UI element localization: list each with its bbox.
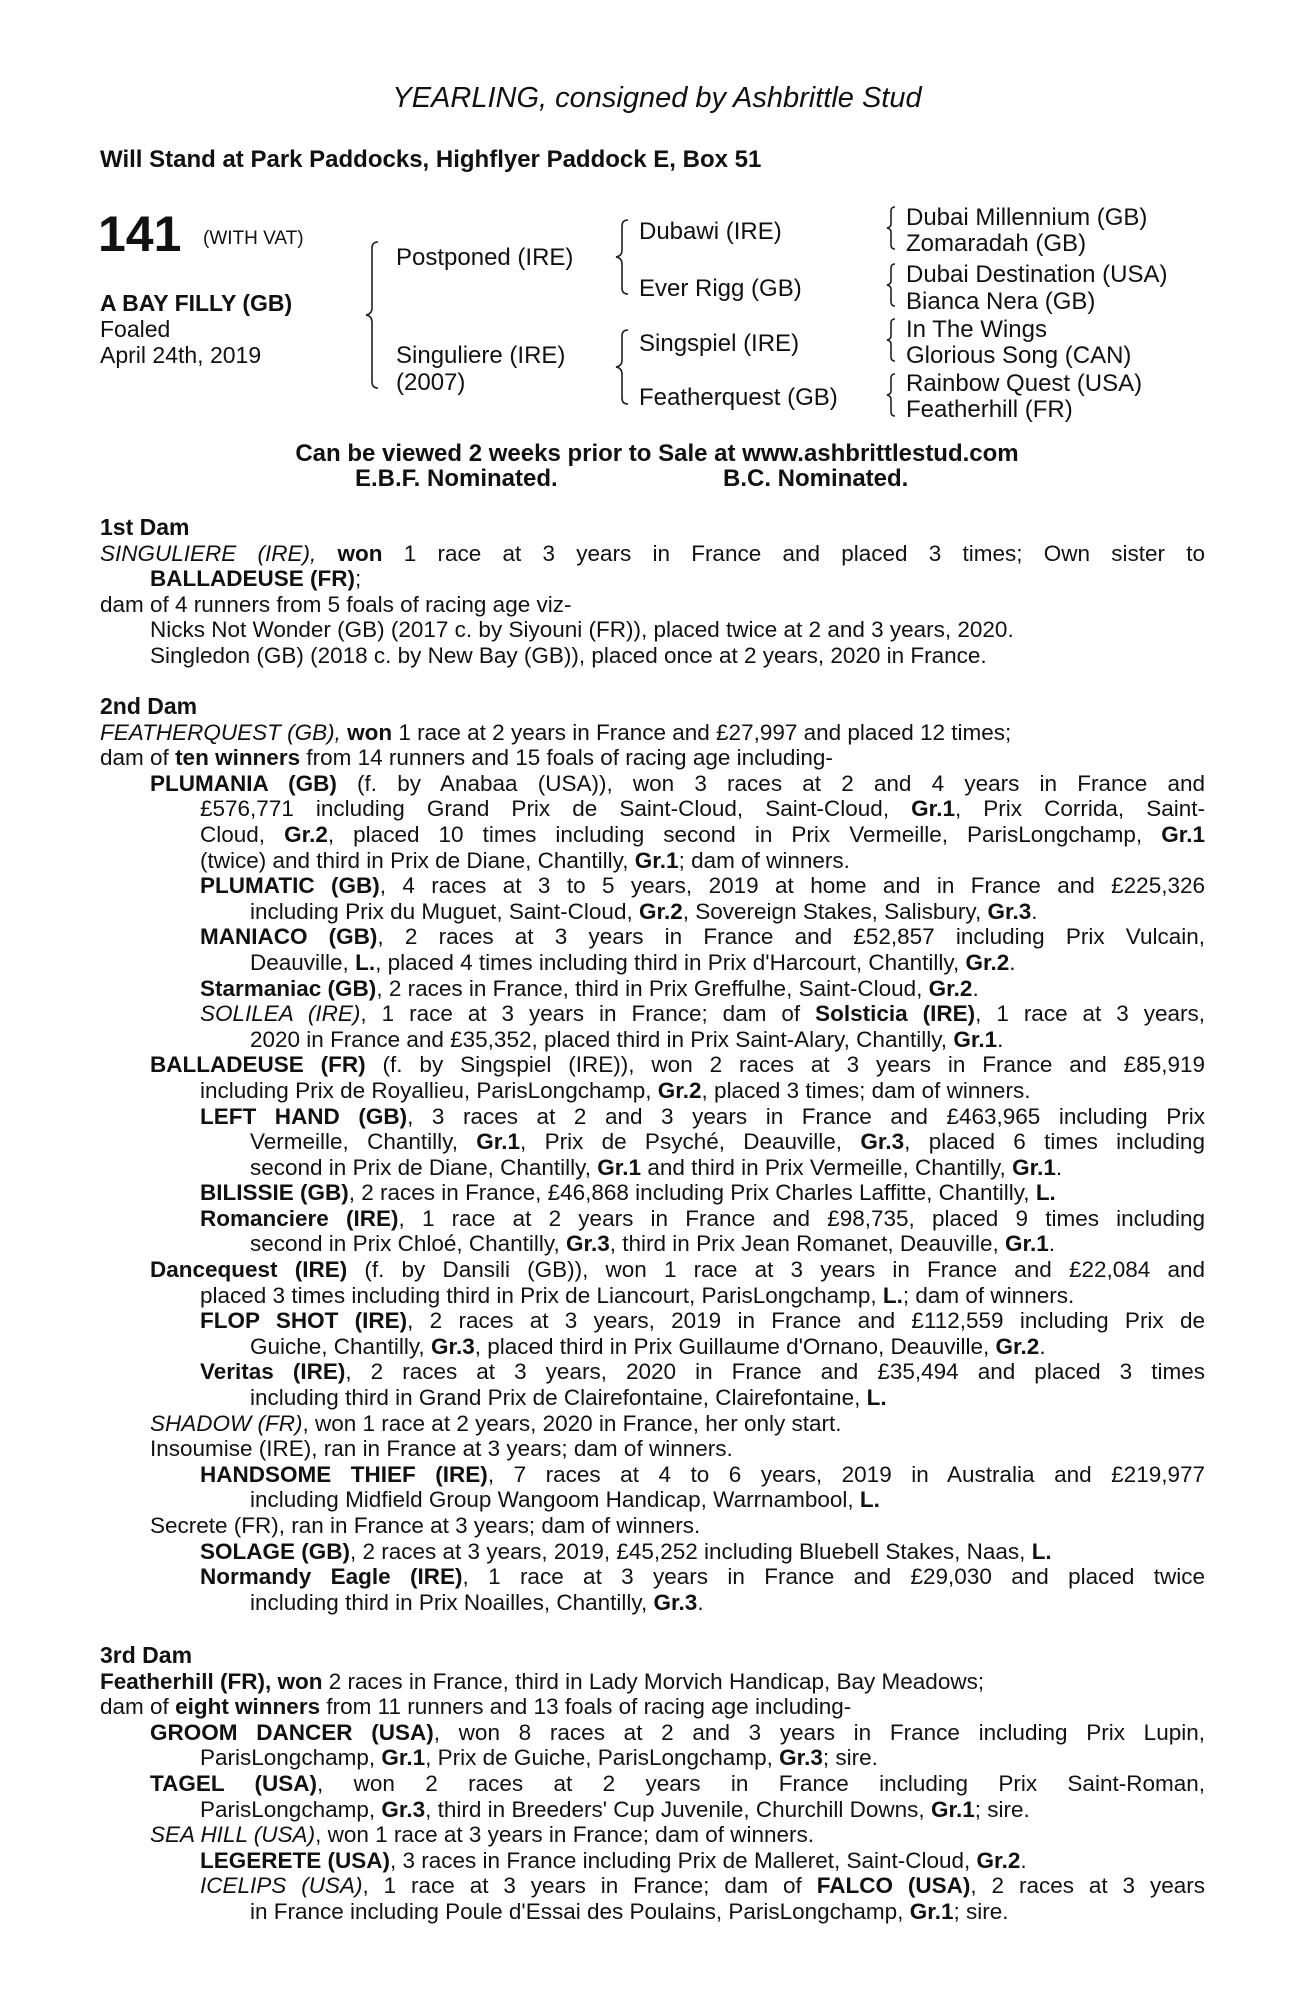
bracket-g1 bbox=[886, 205, 902, 251]
dam2-line: Secrete (FR), ran in France at 3 years; dam of winners. bbox=[150, 1513, 701, 1538]
dam2-line: (twice) and third in Prix de Diane, Chantilly, Gr.1; dam of winners. bbox=[200, 847, 850, 873]
bc-nominated: B.C. Nominated. bbox=[723, 465, 909, 492]
dam2-line: including Prix du Muguet, Saint-Cloud, Gr.2, Sovereign Stakes, Salisbury, Gr.3. bbox=[250, 898, 1038, 924]
dam2-line: including Prix de Royallieu, ParisLongchamp, Gr.2, placed 3 times; dam of winners. bbox=[200, 1077, 1031, 1103]
second-dam-section bbox=[100, 694, 1205, 1615]
dam2-line: HANDSOME THIEF (IRE), 7 races at 4 to 6 years, 2019 in Australia and £219,977 bbox=[200, 1461, 1206, 1487]
stand-location: Will Stand at Park Paddocks, Highflyer Paddock E, Box 51 bbox=[100, 146, 762, 173]
viewing-note: Can be viewed 2 weeks prior to Sale at www.ashbrittlestud.com bbox=[295, 440, 1019, 467]
dam3-line: ICELIPS (USA), 1 race at 3 years in France; dam of FALCO (USA), 2 races at 3 years bbox=[200, 1873, 1205, 1899]
lot-number: 141 bbox=[98, 206, 182, 262]
dam2-line: including third in Grand Prix de Clairefontaine, Clairefontaine, L. bbox=[250, 1385, 887, 1411]
grandparent-4: Bianca Nera (GB) bbox=[906, 288, 1096, 315]
foaled-date: April 24th, 2019 bbox=[100, 342, 262, 368]
dam2-line: BALLADEUSE (FR) (f. by Singspiel (IRE)), won 2 races at 3 years in France and £85,919 bbox=[150, 1052, 1206, 1078]
dam1-line: dam of 4 runners from 5 foals of racing age viz- bbox=[100, 591, 572, 617]
dam2-line: Vermeille, Chantilly, Gr.1, Prix de Psyché, Deauville, Gr.3, placed 6 times including bbox=[250, 1129, 1205, 1155]
dam3-line: LEGERETE (USA), 3 races in France including Prix de Malleret, Saint-Cloud, Gr.2. bbox=[200, 1847, 1027, 1873]
third-dam-section bbox=[100, 1643, 1205, 1925]
dam1-line: SINGULIERE (IRE), won 1 race at 3 years in France and placed 3 times; Own sister to bbox=[100, 540, 1205, 566]
dam3-line: dam of eight winners from 11 runners and 13 foals of racing age including- bbox=[100, 1694, 852, 1720]
dam2-line: Insoumise (IRE), ran in France at 3 years; dam of winners. bbox=[150, 1436, 733, 1462]
dam2-line: Normandy Eagle (IRE), 1 race at 3 years in France and £29,030 and placed twice bbox=[200, 1564, 1205, 1590]
first-dam-section bbox=[100, 515, 1205, 669]
pedigree-bracket-main bbox=[368, 240, 388, 390]
grandparent-8: Featherhill (FR) bbox=[906, 396, 1073, 423]
grandparent-6: Glorious Song (CAN) bbox=[906, 342, 1132, 369]
dam2-line: Deauville, L., placed 4 times including third in Prix d'Harcourt, Chantilly, Gr.2. bbox=[250, 949, 1016, 975]
page-title: YEARLING, consigned by Ashbrittle Stud bbox=[392, 82, 922, 114]
dam: Singuliere (IRE) bbox=[396, 342, 566, 369]
dam2-line: FLOP SHOT (IRE), 2 races at 3 years, 2019 in France and £112,559 including Prix de bbox=[200, 1308, 1205, 1334]
dam2-line: second in Prix de Diane, Chantilly, Gr.1 and third in Prix Vermeille, Chantilly, Gr.1. bbox=[250, 1154, 1063, 1180]
dam2-line: including Midfield Group Wangoom Handicap, Warrnambool, L. bbox=[250, 1487, 880, 1513]
grandparent-1: Dubai Millennium (GB) bbox=[906, 204, 1148, 231]
pedigree-bracket-dam bbox=[618, 328, 638, 408]
dam2-line: SOLAGE (GB), 2 races at 3 years, 2019, £45,252 including Bluebell Stakes, Naas, L. bbox=[200, 1538, 1052, 1564]
dam2-line: second in Prix Chloé, Chantilly, Gr.3, third in Prix Jean Romanet, Deauville, Gr.1. bbox=[250, 1231, 1056, 1257]
bracket-g3 bbox=[886, 317, 902, 363]
grandparent-5: In The Wings bbox=[906, 316, 1047, 343]
dam2-line: Romanciere (IRE), 1 race at 2 years in France and £98,735, placed 9 times including bbox=[200, 1205, 1205, 1231]
lot-description: A BAY FILLY (GB) bbox=[100, 290, 293, 316]
dam2-line: PLUMANIA (GB) (f. by Anabaa (USA)), won 3 races at 2 and 4 years in France and bbox=[150, 770, 1205, 796]
dam2-line: SOLILEA (IRE), 1 race at 3 years in France; dam of Solsticia (IRE), 1 race at 3 years, bbox=[200, 1001, 1205, 1027]
dam2-line: Dancequest (IRE) (f. by Dansili (GB)), won 1 race at 3 years in France and £22,084 and bbox=[150, 1257, 1205, 1283]
dam3-line: GROOM DANCER (USA), won 8 races at 2 and 3 years in France including Prix Lupin, bbox=[150, 1719, 1205, 1745]
section-heading: 2nd Dam bbox=[100, 693, 198, 719]
dam3-line: ParisLongchamp, Gr.3, third in Breeders' Cup Juvenile, Churchill Downs, Gr.1; sire. bbox=[200, 1796, 1030, 1822]
dam3-line: TAGEL (USA), won 2 races at 2 years in France including Prix Saint-Roman, bbox=[150, 1770, 1205, 1796]
dam2-line: FEATHERQUEST (GB), won 1 race at 2 years in France and £27,997 and placed 12 times; bbox=[100, 719, 1012, 745]
dam2-line: placed 3 times including third in Prix de Liancourt, ParisLongchamp, L.; dam of winners. bbox=[200, 1282, 1075, 1308]
dam3-line: ParisLongchamp, Gr.1, Prix de Guiche, ParisLongchamp, Gr.3; sire. bbox=[200, 1745, 878, 1771]
dam1-progeny: Nicks Not Wonder (GB) (2017 c. by Siyouni (FR)), placed twice at 2 and 3 years, 2020. bbox=[150, 617, 1014, 643]
grandparent-7: Rainbow Quest (USA) bbox=[906, 370, 1143, 397]
ebf-nominated: E.B.F. Nominated. bbox=[355, 465, 558, 492]
bracket-g2 bbox=[886, 262, 902, 308]
dam-year: (2007) bbox=[396, 369, 466, 396]
sire-sire: Dubawi (IRE) bbox=[639, 218, 782, 245]
dam2-line: £576,771 including Grand Prix de Saint-Cloud, Saint-Cloud, Gr.1, Prix Corrida, Saint- bbox=[200, 796, 1205, 822]
dam2-line: SHADOW (FR), won 1 race at 2 years, 2020 in France, her only start. bbox=[150, 1410, 842, 1436]
dam3-line: in France including Poule d'Essai des Poulains, ParisLongchamp, Gr.1; sire. bbox=[250, 1898, 1009, 1924]
dam2-line: including third in Prix Noailles, Chantilly, Gr.3. bbox=[250, 1589, 704, 1615]
pedigree-bracket-sire bbox=[618, 218, 638, 298]
dam3-line: SEA HILL (USA), won 1 race at 3 years in France; dam of winners. bbox=[150, 1822, 815, 1848]
sire: Postponed (IRE) bbox=[396, 244, 574, 271]
dam2-line: Veritas (IRE), 2 races at 3 years, 2020 in France and £35,494 and placed 3 times bbox=[200, 1359, 1205, 1385]
vat-note: (WITH VAT) bbox=[203, 228, 304, 249]
sire-dam: Ever Rigg (GB) bbox=[639, 275, 802, 302]
dam2-line: dam of ten winners from 14 runners and 15 foals of racing age including- bbox=[100, 745, 833, 771]
dam-sire: Singspiel (IRE) bbox=[639, 330, 800, 357]
foaled-label: Foaled bbox=[100, 316, 171, 342]
section-heading: 3rd Dam bbox=[100, 1642, 193, 1668]
dam2-line: BILISSIE (GB), 2 races in France, £46,868 including Prix Charles Laffitte, Chantilly, L. bbox=[200, 1180, 1056, 1206]
grandparent-2: Zomaradah (GB) bbox=[906, 230, 1087, 257]
dam2-line: 2020 in France and £35,352, placed third in Prix Saint-Alary, Chantilly, Gr.1. bbox=[250, 1026, 1004, 1052]
dam2-line: PLUMATIC (GB), 4 races at 3 to 5 years, 2019 at home and in France and £225,326 bbox=[200, 873, 1205, 899]
dam3-line: Featherhill (FR), won 2 races in France, third in Lady Morvich Handicap, Bay Meadows; bbox=[100, 1668, 985, 1694]
bracket-g4 bbox=[886, 372, 902, 418]
section-heading: 1st Dam bbox=[100, 514, 190, 540]
dam2-line: Starmaniac (GB), 2 races in France, third in Prix Greffulhe, Saint-Cloud, Gr.2. bbox=[200, 975, 979, 1001]
dam2-line: MANIACO (GB), 2 races at 3 years in France and £52,857 including Prix Vulcain, bbox=[200, 924, 1205, 950]
dam-dam: Featherquest (GB) bbox=[639, 384, 838, 411]
dam1-progeny: Singledon (GB) (2018 c. by New Bay (GB)), placed once at 2 years, 2020 in France. bbox=[150, 642, 987, 668]
dam2-line: LEFT HAND (GB), 3 races at 2 and 3 years in France and £463,965 including Prix bbox=[200, 1103, 1205, 1129]
dam1-line: BALLADEUSE (FR); bbox=[150, 566, 362, 592]
dam2-line: Cloud, Gr.2, placed 10 times including second in Prix Vermeille, ParisLongchamp, Gr.1 bbox=[200, 821, 1205, 847]
grandparent-3: Dubai Destination (USA) bbox=[906, 261, 1168, 288]
dam2-line: Guiche, Chantilly, Gr.3, placed third in Prix Guillaume d'Ornano, Deauville, Gr.2. bbox=[250, 1333, 1046, 1359]
